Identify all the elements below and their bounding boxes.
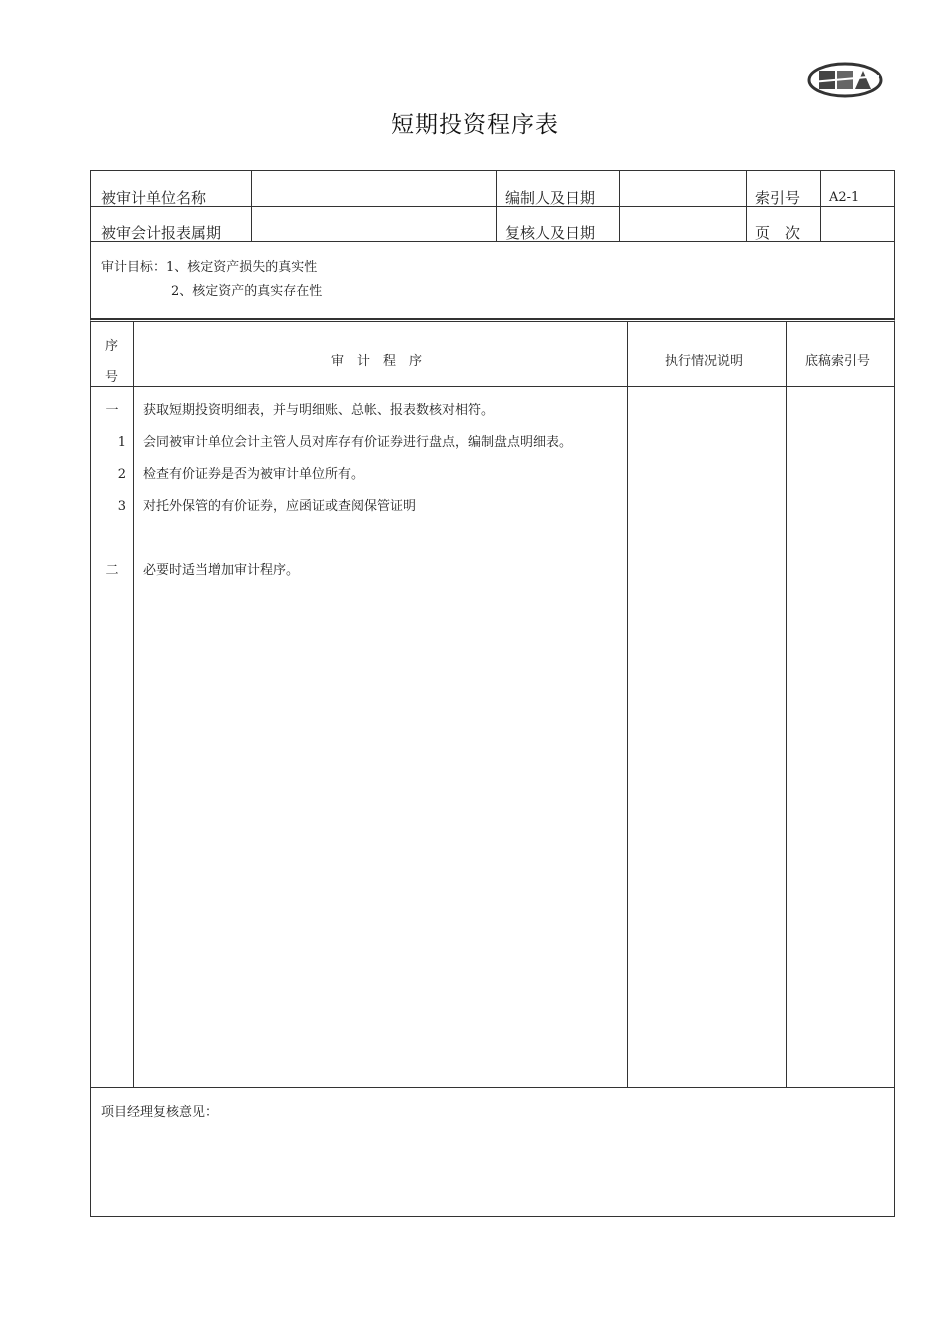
index-number-value: A2-1 — [829, 190, 860, 205]
step-text: 对托外保管的有价证券，应函证或查阅保管证明 — [143, 499, 417, 514]
step-text: 会同被审计单位会计主管人员对库存有价证券进行盘点，编制盘点明细表。 — [143, 435, 573, 450]
execution-header: 执行情况说明 — [665, 354, 744, 369]
audit-target-line-1: 审计目标：1、核定资产损失的真实性 — [101, 260, 318, 275]
audit-target-box — [90, 241, 895, 319]
unit-name-label: 被审计单位名称 — [101, 189, 207, 207]
step-text: 获取短期投资明细表，并与明细账、总帐、报表数核对相符。 — [143, 403, 495, 418]
cpa-logo — [807, 62, 883, 98]
audit-target-line-2: 2、核定资产的真实存在性 — [171, 284, 323, 299]
header-table — [90, 170, 895, 242]
reference-header: 底稿索引号 — [805, 354, 871, 369]
procedure-table — [90, 319, 895, 1088]
seq-header-top: 序 — [105, 339, 119, 354]
preparer-date-label: 编制人及日期 — [505, 189, 596, 207]
index-number-label: 索引号 — [755, 189, 801, 207]
step-number: 2 — [117, 467, 126, 482]
step-number: 二 — [105, 563, 119, 578]
step-number: 1 — [117, 435, 126, 450]
page-title: 短期投资程序表 — [391, 112, 559, 138]
seq-header-bottom: 号 — [105, 370, 119, 385]
step-number: 3 — [117, 499, 126, 514]
report-period-label: 被审会计报表属期 — [101, 224, 222, 242]
page-number-label: 页 次 — [755, 224, 801, 242]
manager-review-box[interactable] — [90, 1087, 895, 1217]
step-text: 检查有价证券是否为被审计单位所有。 — [143, 467, 365, 482]
step-text: 必要时适当增加审计程序。 — [143, 563, 300, 578]
procedure-header: 审 计 程 序 — [331, 354, 423, 369]
step-number: 一 — [105, 403, 119, 418]
manager-review-label: 项目经理复核意见： — [101, 1105, 219, 1120]
reviewer-date-label: 复核人及日期 — [505, 224, 596, 242]
